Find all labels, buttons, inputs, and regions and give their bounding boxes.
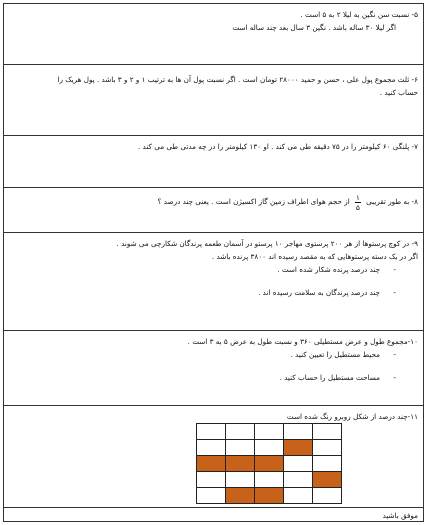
- bullet-item: [10, 263, 418, 276]
- grid-cell-shaded: [313, 472, 342, 488]
- question-10: [4, 331, 423, 406]
- footer-text: موفق باشید: [382, 511, 418, 520]
- question-7: [4, 136, 423, 188]
- footer-row: [4, 508, 423, 523]
- question-text: ۶- ثلث مجموع پول علی ، حسن و حمید ۲۸۰۰۰ تومان است . اگر نسبت پول آن ها به ترتیب ۱ و ۲ و ۳ باشد . پول هریک را: [57, 75, 418, 84]
- question-text: ۷- پلنگی ۶۰ کیلومتر را در ۷۵ دقیقه طی می کند . او ۱۳۰ کیلومتر را در چه مدتی طی می کند .: [137, 142, 418, 151]
- question-text-after: از حجم هوای اطراف زمین گاز اکسیژن است . یعنی چند درصد ؟: [157, 197, 350, 206]
- grid-cell-empty: [197, 440, 226, 456]
- grid-cell-empty: [255, 424, 284, 440]
- grid-cell-empty: [284, 424, 313, 440]
- bullet-dash: -: [393, 265, 396, 274]
- question-text: ۱۱-چند درصد از شکل روبرو رنگ شده است: [286, 412, 418, 421]
- question-5: [4, 4, 423, 65]
- grid-cell-empty: [226, 424, 255, 440]
- grid-cell-empty: [197, 472, 226, 488]
- grid-cell-empty: [226, 440, 255, 456]
- bullet-text: چند درصد پرنده شکار شده است .: [277, 265, 380, 274]
- grid-cell-shaded: [226, 456, 255, 472]
- fraction: [355, 193, 361, 212]
- bullet-text: محیط مستطیل را تعیین کنید .: [290, 350, 380, 359]
- question-text: ۹- در کوچ پرستوها از هر ۲۰۰ پرستوی مهاجر ۱۰ پرستو در آسمان طعمه پرندگان شکارچی می شوند .: [116, 239, 418, 248]
- grid-row: [197, 488, 342, 504]
- grid-cell-empty: [197, 488, 226, 504]
- question-text: [10, 192, 418, 212]
- grid-row: [197, 424, 342, 440]
- grid-cell-empty: [313, 424, 342, 440]
- grid-cell-empty: [197, 424, 226, 440]
- grid-cell-shaded: [284, 440, 313, 456]
- question-6: [4, 65, 423, 136]
- question-text: ۱۰-مجموع طول و عرض مستطیلی ۳۶۰ و نسبت طول به عرض ۵ به ۳ است .: [187, 337, 418, 346]
- bullet-dash: -: [393, 350, 396, 359]
- grid-cell-empty: [313, 440, 342, 456]
- grid-row: [197, 440, 342, 456]
- grid-cell-shaded: [197, 456, 226, 472]
- question-9: [4, 233, 423, 331]
- grid-cell-empty: [284, 488, 313, 504]
- grid-cell-empty: [313, 456, 342, 472]
- grid-row: [197, 472, 342, 488]
- fraction-numerator: ۱: [355, 192, 360, 202]
- bullet-dash: -: [393, 373, 396, 382]
- grid-cell-shaded: [255, 488, 284, 504]
- bullet-item: [10, 348, 418, 361]
- grid-cell-shaded: [226, 488, 255, 504]
- grid-cell-empty: [226, 472, 255, 488]
- bullet-item: [10, 371, 418, 384]
- question-text: ۵- نسبت سن نگین به لیلا ۲ به ۵ است .: [300, 10, 418, 19]
- bullet-item: [10, 286, 418, 299]
- question-text: اگر لیلا ۳۰ ساله باشد . نگین ۳ سال بعد چند ساله است: [232, 23, 396, 32]
- grid-row: [197, 456, 342, 472]
- grid-cell-empty: [284, 472, 313, 488]
- grid-cell-empty: [284, 456, 313, 472]
- bullet-text: مساحت مستطیل را حساب کنید .: [279, 373, 380, 382]
- grid-cell-shaded: [255, 456, 284, 472]
- question-text: حساب کنید .: [379, 88, 418, 97]
- bullet-dash: -: [393, 288, 396, 297]
- question-text-before: ۸- به طور تقریبی: [366, 197, 418, 206]
- question-8: [4, 188, 423, 233]
- shaded-grid-figure: [196, 423, 342, 504]
- grid-cell-empty: [313, 488, 342, 504]
- grid-cell-empty: [255, 440, 284, 456]
- question-text: اگر در یک دسته پرستوهایی که به مقصد رسیده اند ۳۸۰۰ پرنده باشد .: [211, 252, 418, 261]
- grid-cell-empty: [255, 472, 284, 488]
- fraction-denominator: ۵: [355, 202, 360, 212]
- bullet-text: چند درصد پرندگان به سلامت رسیده اند .: [258, 288, 380, 297]
